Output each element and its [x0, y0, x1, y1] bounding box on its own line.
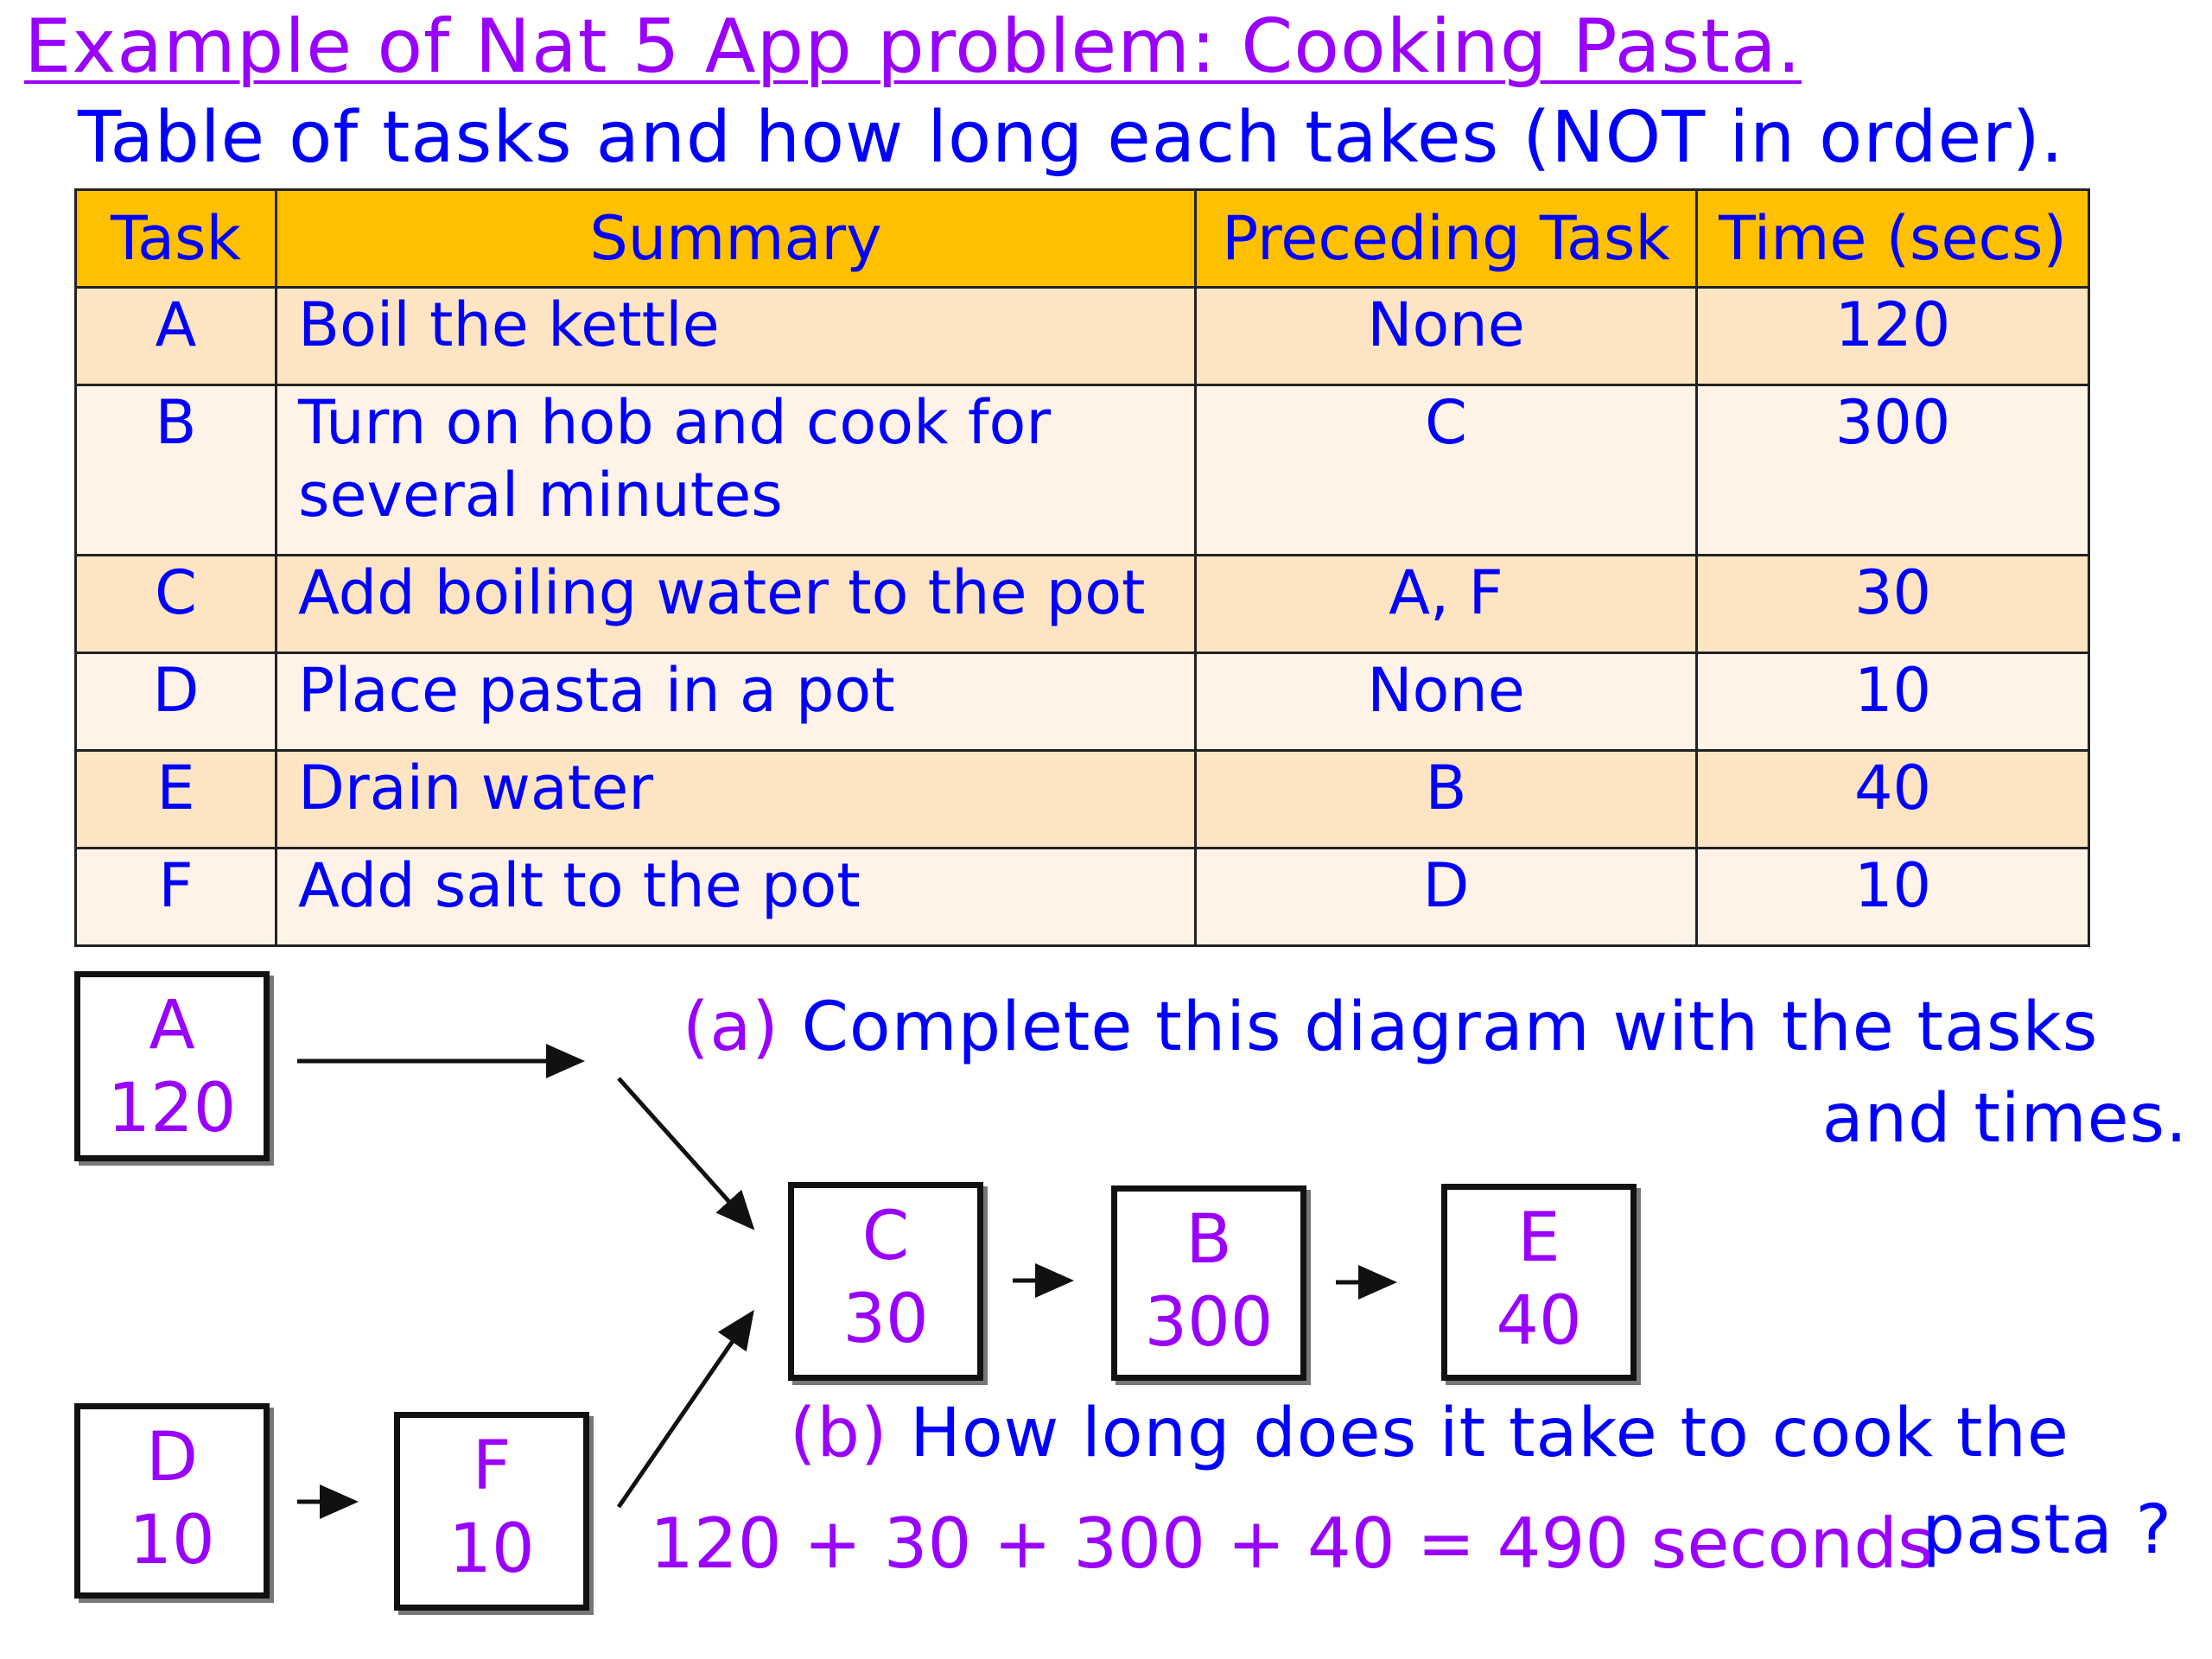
- header-task: Task: [76, 190, 276, 288]
- node-e-task: E: [1517, 1199, 1560, 1277]
- question-a-line1: [683, 988, 2098, 1066]
- page-title: Example of Nat 5 App problem: Cooking Pasta.: [24, 3, 1802, 90]
- node-b-task: B: [1185, 1201, 1232, 1279]
- node-b: [1111, 1185, 1306, 1381]
- row-preceding: D: [1196, 849, 1697, 946]
- question-b-label: (b): [790, 1395, 888, 1472]
- question-b-line2: pasta ?: [1922, 1491, 2172, 1569]
- row-task: E: [76, 751, 276, 849]
- row-preceding: A, F: [1196, 556, 1697, 653]
- header-summary: Summary: [276, 190, 1196, 288]
- node-a-time: 120: [107, 1070, 237, 1147]
- row-preceding: C: [1196, 385, 1697, 556]
- row-summary: Place pasta in a pot: [276, 653, 1196, 751]
- row-summary: Boil the kettle: [276, 288, 1196, 385]
- header-preceding: Preceding Task: [1196, 190, 1697, 288]
- question-a-line2: and times.: [1821, 1080, 2188, 1158]
- answer-text: 120 + 30 + 300 + 40 = 490 seconds: [650, 1503, 1934, 1584]
- row-task: D: [76, 653, 276, 751]
- question-a-text: Complete this diagram with the tasks: [801, 988, 2099, 1066]
- node-c-time: 30: [842, 1281, 929, 1358]
- node-b-time: 300: [1144, 1284, 1274, 1362]
- node-f: [394, 1412, 589, 1611]
- table-subtitle: Table of tasks and how long each takes (NOT in order).: [78, 97, 2064, 179]
- node-d-task: D: [145, 1419, 199, 1497]
- node-d: [74, 1403, 270, 1599]
- node-e: [1441, 1184, 1637, 1381]
- row-preceding: None: [1196, 288, 1697, 385]
- node-a: [74, 971, 270, 1161]
- row-summary: Add salt to the pot: [276, 849, 1196, 946]
- row-summary: Turn on hob and cook for several minutes: [276, 385, 1196, 556]
- row-task: C: [76, 556, 276, 653]
- row-task: F: [76, 849, 276, 946]
- node-c-task: C: [861, 1198, 910, 1275]
- header-time: Time (secs): [1697, 190, 2089, 288]
- question-a-label: (a): [683, 988, 779, 1066]
- row-task: B: [76, 385, 276, 556]
- node-f-task: F: [472, 1427, 512, 1505]
- node-d-time: 10: [129, 1502, 215, 1580]
- row-time: 40: [1697, 751, 2089, 849]
- row-time: 10: [1697, 849, 2089, 946]
- row-preceding: B: [1196, 751, 1697, 849]
- node-c: [788, 1182, 983, 1381]
- node-e-time: 40: [1496, 1282, 1582, 1360]
- row-preceding: None: [1196, 653, 1697, 751]
- node-f-time: 10: [448, 1510, 535, 1588]
- row-time: 10: [1697, 653, 2089, 751]
- arrow-a-to-c: [619, 1078, 752, 1227]
- row-time: 300: [1697, 385, 2089, 556]
- arrow-f-to-c: [619, 1313, 752, 1507]
- row-time: 120: [1697, 288, 2089, 385]
- row-summary: Add boiling water to the pot: [276, 556, 1196, 653]
- row-time: 30: [1697, 556, 2089, 653]
- node-a-task: A: [149, 987, 195, 1065]
- question-b-text: How long does it take to cook the: [910, 1395, 2069, 1472]
- question-b-line1: [790, 1395, 2069, 1472]
- row-summary: Drain water: [276, 751, 1196, 849]
- row-task: A: [76, 288, 276, 385]
